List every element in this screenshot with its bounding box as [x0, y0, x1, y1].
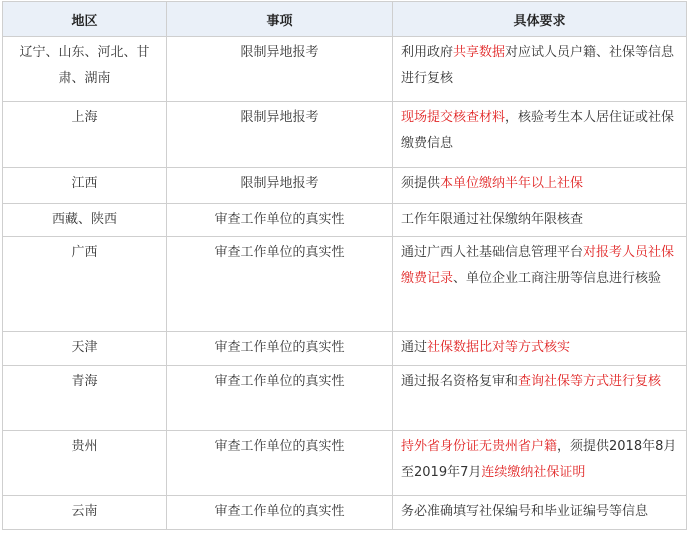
- table-row: [3, 332, 687, 366]
- requirement-highlight: 持外省身份证无贵州省户籍: [401, 439, 558, 454]
- table-row: [3, 102, 687, 168]
- table-row: [3, 37, 687, 102]
- region-cell: 西藏、陕西: [3, 204, 167, 237]
- item-cell: 审查工作单位的真实性: [167, 204, 393, 237]
- requirement-highlight: 本单位缴纳半年以上社保: [440, 176, 584, 191]
- requirement-cell: [393, 237, 687, 332]
- item-cell: 限制异地报考: [167, 37, 393, 102]
- table-row: [3, 168, 687, 204]
- item-cell: 审查工作单位的真实性: [167, 431, 393, 496]
- table-row: [3, 431, 687, 496]
- item-cell: 审查工作单位的真实性: [167, 366, 393, 431]
- requirement-text: 通过广西人社基础信息管理平台: [401, 245, 584, 260]
- requirement-text: ，核验考生本人居住证或社保缴费信息: [401, 110, 675, 151]
- requirement-text: 务必准确填写社保编号和毕业证编号等信息: [401, 504, 649, 519]
- region-cell: 江西: [3, 168, 167, 204]
- requirement-text: 、单位企业工商注册等信息进行核验: [453, 271, 662, 286]
- requirement-highlight: 共享数据: [453, 45, 506, 60]
- requirement-highlight: 对报考人员社保缴费记录: [401, 245, 675, 286]
- requirements-table: [2, 1, 687, 530]
- header-row: [3, 2, 687, 37]
- requirement-highlight: 连续缴纳社保证明: [481, 465, 586, 480]
- header-item: 事项: [167, 2, 393, 37]
- item-cell: 限制异地报考: [167, 168, 393, 204]
- requirement-cell: [393, 496, 687, 530]
- requirement-cell: [393, 366, 687, 431]
- requirement-text: 工作年限通过社保缴纳年限核查: [401, 212, 584, 227]
- item-cell: 审查工作单位的真实性: [167, 237, 393, 332]
- header-region: 地区: [3, 2, 167, 37]
- header-requirement: 具体要求: [393, 2, 687, 37]
- item-cell: 审查工作单位的真实性: [167, 496, 393, 530]
- requirement-text: ，须提供2018年8月至2019年7月: [401, 439, 677, 480]
- requirement-highlight: 现场提交核查材料: [401, 110, 506, 125]
- requirement-cell: [393, 168, 687, 204]
- region-cell: 青海: [3, 366, 167, 431]
- requirement-cell: [393, 102, 687, 168]
- region-cell: 辽宁、山东、河北、甘肃、湖南: [3, 37, 167, 102]
- requirement-highlight: 社保数据比对等方式核实: [427, 340, 571, 355]
- region-cell: 上海: [3, 102, 167, 168]
- table-row: [3, 366, 687, 431]
- region-cell: 天津: [3, 332, 167, 366]
- requirement-text: 对应试人员户籍、社保等信息进行复核: [401, 45, 675, 86]
- requirement-highlight: 查询社保等方式进行复核: [518, 374, 662, 389]
- requirement-cell: [393, 431, 687, 496]
- requirement-text: 利用政府: [401, 45, 454, 60]
- requirement-text: 通过报名资格复审和: [401, 374, 519, 389]
- requirement-text: 通过: [401, 340, 428, 355]
- table-row: [3, 237, 687, 332]
- requirement-cell: [393, 37, 687, 102]
- region-cell: 广西: [3, 237, 167, 332]
- requirement-cell: [393, 204, 687, 237]
- region-cell: 贵州: [3, 431, 167, 496]
- region-cell: 云南: [3, 496, 167, 530]
- requirement-cell: [393, 332, 687, 366]
- item-cell: 审查工作单位的真实性: [167, 332, 393, 366]
- requirement-text: 须提供: [401, 176, 441, 191]
- item-cell: 限制异地报考: [167, 102, 393, 168]
- table-row: [3, 496, 687, 530]
- table-row: [3, 204, 687, 237]
